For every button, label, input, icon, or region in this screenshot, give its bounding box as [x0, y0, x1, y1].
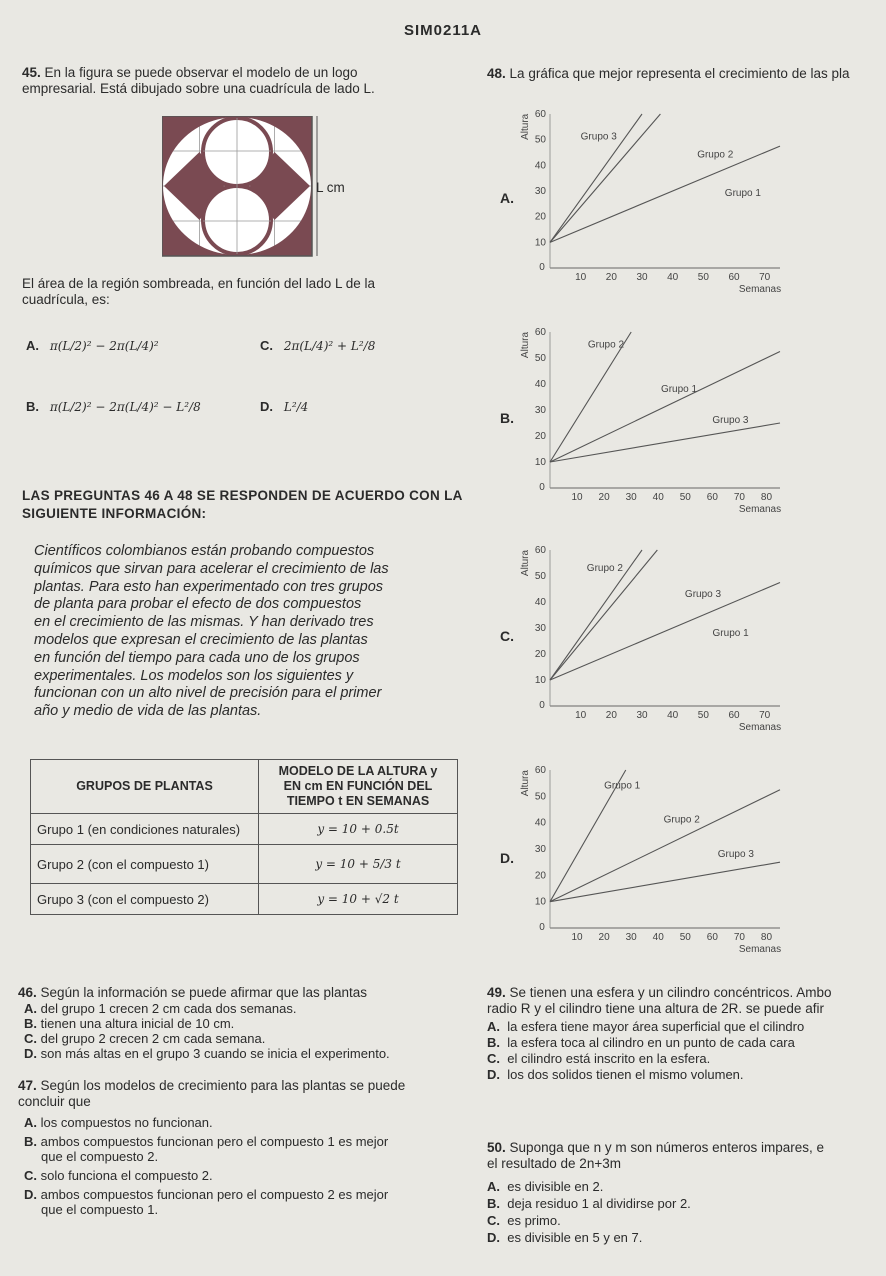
q45-option-c-expr: 2π(L/4)² + L²/8: [283, 339, 376, 353]
q47-option-d-text-l2: que el compuesto 1.: [41, 1202, 159, 1217]
table-row: [31, 845, 458, 884]
x-tick-label: 70: [759, 710, 771, 721]
x-tick-label: 10: [571, 932, 583, 943]
q48-chart-a[interactable]: [520, 104, 790, 294]
x-tick-label: 40: [652, 492, 664, 503]
y-tick-label: 50: [534, 134, 546, 146]
series-label: Grupo 3: [684, 588, 722, 600]
x-tick-label: 50: [679, 932, 691, 943]
q47-option-b-text-l2: que el compuesto 2.: [41, 1149, 159, 1164]
q48-text: La gráfica que mejor representa el crecimiento de las pla: [509, 66, 850, 81]
q50-option-b[interactable]: [487, 1195, 886, 1212]
series-label: Grupo 2: [697, 149, 734, 161]
q48-option-c-letter[interactable]: C.: [500, 628, 514, 644]
q49-text-l2: radio R y el cilindro tiene una altura de 2R. se puede afir: [487, 1001, 824, 1016]
info-line: de planta para probar el efecto de dos compuestos: [34, 596, 362, 613]
tick-label: 0: [539, 700, 545, 711]
q50-number: 50.: [487, 1140, 506, 1155]
series-line: [550, 423, 780, 462]
q46-option-b[interactable]: [24, 1016, 478, 1031]
q47-option-a[interactable]: [24, 1115, 478, 1130]
x-tick-label: 80: [760, 932, 773, 943]
q50-option-c[interactable]: [487, 1212, 886, 1229]
x-tick-label: 60: [728, 272, 740, 283]
x-tick-label: 50: [679, 492, 691, 503]
q48-number: 48.: [487, 66, 506, 81]
info-paragraph: [34, 543, 454, 721]
q45-question-l1: El área de la región sombreada, en función del lado L de la: [22, 276, 375, 291]
tick-label: 0: [539, 922, 545, 933]
x-tick-label: 20: [605, 272, 617, 283]
x-tick-label: 30: [625, 932, 637, 943]
y-tick-label: 40: [534, 379, 546, 390]
q49-option-b-text: la esfera toca al cilindro en un punto de cada cara: [507, 1035, 795, 1050]
x-tick-label: 30: [636, 710, 648, 721]
q45-option-b[interactable]: [26, 399, 201, 414]
table-header-row: [31, 760, 458, 814]
info-line: funcionan con un alto nivel de precisión para el primer: [34, 685, 382, 702]
q45-option-a-letter: A.: [26, 338, 39, 353]
q48-chart-b[interactable]: [520, 322, 790, 514]
x-tick-label: 80: [760, 492, 773, 503]
x-tick-label: 10: [571, 492, 583, 503]
info-line: en el crecimiento de las mismas. Y han derivado tres: [34, 614, 374, 631]
q49-option-a-text: la esfera tiene mayor área superficial que el cilindro: [507, 1019, 805, 1034]
q49-number: 49.: [487, 985, 506, 1000]
q47-option-b-letter: B.: [24, 1134, 37, 1149]
q49-option-a-letter: A.: [487, 1019, 500, 1034]
q45-option-d-letter: D.: [260, 399, 273, 414]
q45-option-d[interactable]: [260, 399, 308, 414]
tick-label: 0: [539, 482, 545, 493]
q46-option-b-letter: B.: [24, 1016, 37, 1031]
series-label: Grupo 2: [586, 562, 623, 574]
tick-label: 0: [539, 262, 545, 273]
q50-option-d-text: es divisible en 5 y en 7.: [507, 1230, 643, 1245]
table-cell-model: y = 10 + 5/3 t: [259, 845, 458, 884]
q46-option-a[interactable]: [24, 1001, 478, 1016]
info-line: plantas. Para esto han experimentado con tres grupos: [34, 578, 384, 595]
q46-option-b-text: tienen una altura inicial de 10 cm.: [40, 1016, 235, 1031]
q47-option-c-text: solo funciona el compuesto 2.: [40, 1168, 213, 1183]
q49-option-c[interactable]: [487, 1051, 886, 1067]
y-axis-label: Altura: [520, 113, 531, 140]
q45-option-b-expr: π(L/2)² − 2π(L/4)² − L²/8: [49, 400, 201, 414]
table-header-groups: GRUPOS DE PLANTAS: [31, 760, 259, 814]
y-tick-label: 60: [534, 765, 546, 776]
y-tick-label: 20: [534, 649, 546, 660]
x-tick-label: 40: [652, 932, 664, 943]
q45-option-a[interactable]: [26, 338, 159, 353]
y-tick-label: 10: [534, 457, 546, 468]
x-tick-label: 10: [575, 710, 587, 721]
x-axis-label: Semanas: [738, 944, 782, 954]
x-tick-label: 20: [605, 710, 617, 721]
y-tick-label: 20: [534, 870, 546, 882]
table-header-model-l3: TIEMPO t EN SEMANAS: [286, 794, 430, 808]
y-tick-label: 10: [534, 896, 546, 908]
q45-text-l1: En la figura se puede observar el modelo de un logo: [44, 65, 358, 80]
q50-option-d[interactable]: [487, 1229, 886, 1246]
q45-stem: [22, 65, 472, 97]
q50-option-a-text: es divisible en 2.: [507, 1179, 604, 1194]
q45-option-b-letter: B.: [26, 399, 39, 414]
q49-option-b-letter: B.: [487, 1035, 500, 1050]
q46-text: Según la información se puede afirmar que las plantas: [40, 985, 367, 1000]
y-tick-label: 10: [534, 675, 546, 686]
q50-option-b-text: deja residuo 1 al dividirse por 2.: [507, 1196, 691, 1211]
q50-text-l2: el resultado de 2n+3m: [487, 1156, 621, 1171]
q50: [487, 1140, 886, 1246]
y-tick-label: 30: [534, 623, 546, 634]
q49-option-c-text: el cilindro está inscrito en la esfera.: [507, 1051, 711, 1066]
q46-option-a-letter: A.: [24, 1001, 37, 1016]
q47-option-a-letter: A.: [24, 1115, 37, 1130]
q45-option-c-letter: C.: [260, 338, 273, 353]
q47-option-d-letter: D.: [24, 1187, 37, 1202]
q50-option-a-letter: A.: [487, 1179, 500, 1194]
q46-option-d[interactable]: [24, 1046, 478, 1061]
q48-chart-c[interactable]: [520, 540, 790, 732]
q50-option-b-letter: B.: [487, 1196, 500, 1211]
table-header-model-l2: EN cm EN FUNCIÓN DEL: [283, 779, 433, 793]
q50-option-c-letter: C.: [487, 1213, 500, 1228]
q47-option-b-text: ambos compuestos funcionan pero el compuesto 1 es mejor: [40, 1134, 389, 1149]
info-title-l1: LAS PREGUNTAS 46 A 48 SE RESPONDEN DE ACUERDO CON LA: [22, 488, 463, 503]
q45-option-a-expr: π(L/2)² − 2π(L/4)²: [49, 339, 159, 353]
y-tick-label: 60: [534, 545, 546, 556]
series-label: Grupo 1: [660, 383, 698, 395]
info-line: experimentales. Los modelos son los siguientes y: [34, 667, 354, 684]
table-header-model: [259, 760, 458, 814]
series-label: Grupo 3: [717, 848, 754, 860]
series-line: [550, 790, 780, 902]
x-tick-label: 60: [706, 932, 718, 943]
y-tick-label: 10: [534, 237, 546, 249]
x-axis-label: Semanas: [738, 504, 782, 514]
x-tick-label: 50: [697, 710, 709, 721]
x-tick-label: 30: [625, 492, 637, 503]
series-label: Grupo 2: [587, 339, 625, 351]
q47-option-c[interactable]: [24, 1168, 478, 1183]
table-header-model-l1: MODELO DE LA ALTURA y: [278, 764, 438, 778]
table-row: [31, 814, 458, 845]
x-tick-label: 50: [697, 272, 709, 283]
y-tick-label: 50: [534, 571, 546, 582]
models-table: [30, 759, 458, 915]
x-tick-label: 70: [733, 932, 745, 943]
x-tick-label: 20: [598, 932, 610, 943]
series-label: Grupo 1: [604, 780, 641, 792]
q46: [18, 985, 478, 1061]
table-cell-group: Grupo 3 (con el compuesto 2): [31, 884, 259, 915]
q47-option-a-text: los compuestos no funcionan.: [40, 1115, 213, 1130]
q47: [18, 1078, 478, 1217]
x-tick-label: 60: [728, 710, 740, 721]
y-axis-label: Altura: [520, 549, 531, 577]
x-tick-label: 30: [636, 272, 648, 283]
q46-number: 46.: [18, 985, 37, 1000]
logo-figure: [162, 116, 322, 258]
q45-text-l2: empresarial. Está dibujado sobre una cuadrícula de lado L.: [22, 81, 375, 96]
q48-option-d-letter[interactable]: D.: [500, 850, 514, 866]
series-label: Grupo 2: [663, 814, 700, 826]
y-tick-label: 30: [534, 405, 546, 416]
q50-option-c-text: es primo.: [507, 1213, 561, 1228]
x-tick-label: 10: [575, 272, 587, 283]
logo-side-label: L cm: [316, 180, 345, 195]
q48-option-b-letter[interactable]: B.: [500, 410, 514, 426]
y-tick-label: 40: [534, 160, 546, 172]
q45-question-l2: cuadrícula, es:: [22, 292, 110, 307]
y-tick-label: 60: [534, 109, 546, 120]
x-tick-label: 40: [667, 272, 679, 283]
table-row: [31, 884, 458, 915]
x-tick-label: 70: [759, 272, 771, 283]
q46-option-a-text: del grupo 1 crecen 2 cm cada dos semanas.: [40, 1001, 297, 1016]
q45-option-c[interactable]: [260, 338, 375, 353]
table-cell-group: Grupo 1 (en condiciones naturales): [31, 814, 259, 845]
table-cell-model: y = 10 + √2 t: [259, 884, 458, 915]
q47-option-c-letter: C.: [24, 1168, 37, 1183]
x-tick-label: 70: [733, 492, 745, 503]
info-title-l2: SIGUIENTE INFORMACIÓN:: [22, 506, 207, 521]
series-label: Grupo 3: [712, 415, 749, 426]
info-line: químicos que sirvan para acelerar el crecimiento de las: [34, 560, 389, 577]
q48-option-a-letter[interactable]: A.: [500, 190, 514, 206]
info-line: en función del tiempo para cada uno de los grupos: [34, 649, 360, 666]
y-tick-label: 50: [534, 791, 546, 803]
exam-code: SIM0211A: [403, 22, 483, 39]
y-tick-label: 20: [534, 211, 546, 223]
series-line: [550, 862, 780, 902]
q46-option-c-text: del grupo 2 crecen 2 cm cada semana.: [40, 1031, 266, 1046]
series-label: Grupo 1: [724, 188, 761, 200]
q45-question: [22, 276, 472, 308]
info-line: modelos que expresan el crecimiento de las plantas: [34, 631, 368, 648]
y-tick-label: 40: [534, 817, 546, 829]
y-axis-label: Altura: [520, 331, 531, 359]
q47-option-d[interactable]: [24, 1187, 478, 1217]
q45-option-d-expr: L²/4: [283, 400, 309, 414]
q47-text-l1: Según los modelos de crecimiento para las plantas se puede: [40, 1078, 406, 1093]
q50-text-l1: Suponga que n y m son números enteros impares, e: [509, 1140, 824, 1155]
q46-option-d-text: son más altas en el grupo 3 cuando se inicia el experimento.: [40, 1046, 390, 1061]
q47-option-d-text: ambos compuestos funcionan pero el compuesto 2 es mejor: [40, 1187, 389, 1202]
info-title: [22, 488, 463, 521]
q46-option-c-letter: C.: [24, 1031, 37, 1046]
y-tick-label: 40: [534, 597, 546, 608]
q47-number: 47.: [18, 1078, 37, 1093]
x-tick-label: 20: [598, 492, 610, 503]
q46-option-c[interactable]: [24, 1031, 478, 1046]
q50-option-d-letter: D.: [487, 1230, 500, 1245]
q49-text-l1: Se tienen una esfera y un cilindro concéntricos. Ambo: [509, 985, 832, 1000]
q49-option-c-letter: C.: [487, 1051, 500, 1066]
q48-chart-d[interactable]: [520, 760, 790, 954]
series-label: Grupo 1: [712, 627, 749, 639]
q49-option-d-letter: D.: [487, 1067, 500, 1082]
x-axis-label: Semanas: [738, 284, 782, 294]
q47-text-l2: concluir que: [18, 1094, 91, 1109]
q49-option-a[interactable]: [487, 1019, 886, 1035]
y-tick-label: 20: [534, 431, 546, 442]
table-cell-group: Grupo 2 (con el compuesto 1): [31, 845, 259, 884]
q47-option-b[interactable]: [24, 1134, 478, 1164]
q49-option-b[interactable]: [487, 1035, 886, 1051]
q49: [487, 985, 886, 1083]
y-tick-label: 30: [534, 844, 546, 855]
y-tick-label: 50: [534, 353, 546, 364]
x-tick-label: 40: [667, 710, 679, 721]
y-tick-label: 60: [534, 327, 546, 338]
q49-option-d[interactable]: [487, 1067, 886, 1083]
info-line: año y medio de vida de las plantas.: [34, 703, 262, 720]
x-axis-label: Semanas: [738, 722, 782, 732]
q46-option-d-letter: D.: [24, 1046, 37, 1061]
x-tick-label: 60: [706, 492, 718, 503]
q45-number: 45.: [22, 65, 41, 80]
q50-option-a[interactable]: [487, 1178, 886, 1195]
y-tick-label: 30: [534, 186, 546, 197]
q48-stem: [487, 66, 886, 82]
y-axis-label: Altura: [520, 770, 531, 797]
series-label: Grupo 3: [580, 131, 617, 143]
q49-option-d-text: los dos solidos tienen el mismo volumen.: [507, 1067, 744, 1082]
info-line: Científicos colombianos están probando compuestos: [34, 543, 375, 559]
table-cell-model: y = 10 + 0.5t: [259, 814, 458, 845]
